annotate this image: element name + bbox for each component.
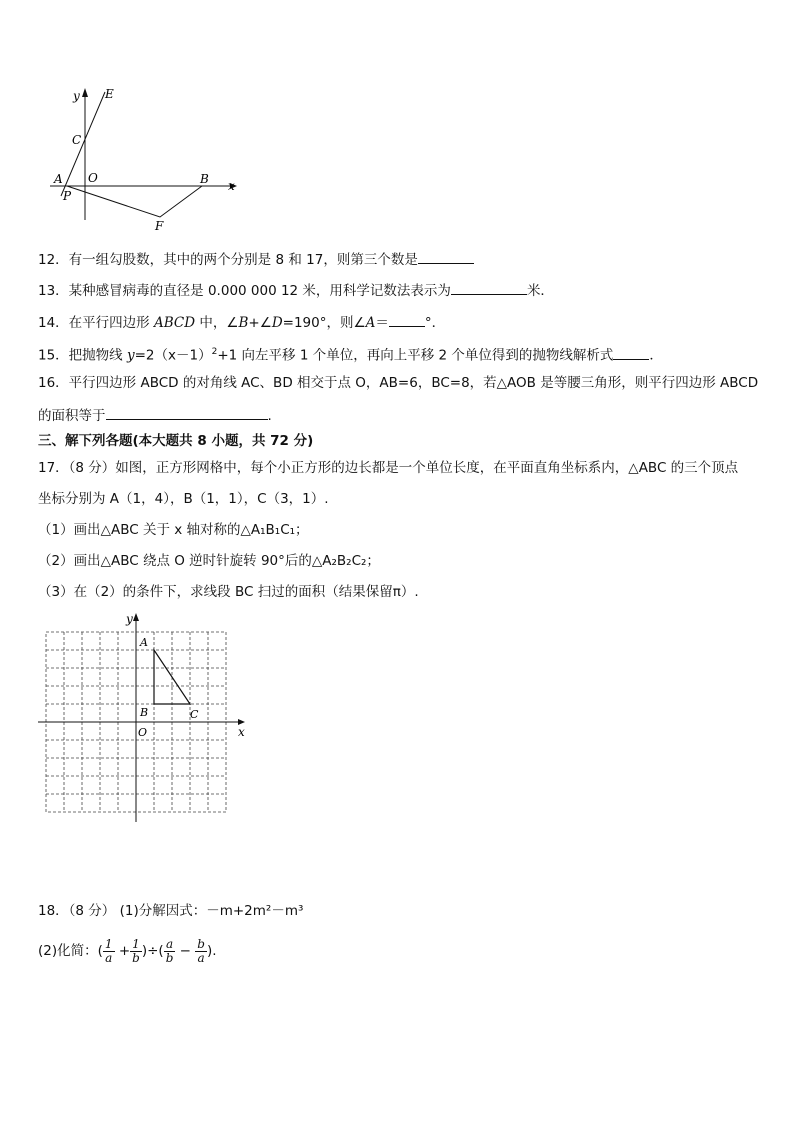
label-b: B: [200, 172, 209, 186]
question-14-text-e: ＝: [375, 315, 389, 331]
answer-blank-16[interactable]: [106, 405, 268, 420]
question-14-unit: °．: [424, 315, 446, 331]
answer-blank-13[interactable]: [451, 280, 527, 295]
grid-label-o: O: [138, 726, 148, 739]
divide-sign: )÷(: [141, 943, 164, 959]
answer-blank-14[interactable]: [389, 312, 425, 327]
fraction-b-over-a: [195, 938, 207, 965]
question-17-part-2: （2）画出△ABC 绕点 O 逆时针旋转 90°后的△A₂B₂C₂；: [38, 553, 380, 569]
question-14-b: B: [238, 315, 249, 331]
question-14: [38, 312, 445, 332]
grid-label-a: A: [140, 636, 148, 649]
fraction-2-num: 1: [130, 938, 142, 952]
fraction-a-over-b: [164, 938, 176, 965]
fraction-4-num: b: [197, 936, 205, 951]
broken-line-pfb: [67, 186, 202, 217]
fraction-1-over-a: [103, 938, 115, 965]
line-ae: [61, 92, 105, 196]
question-16-line-2: [38, 405, 272, 425]
minus-sign: −: [175, 943, 196, 959]
question-15-text-a: 15．把抛物线: [38, 347, 127, 364]
grid-y-axis-arrow: [133, 613, 139, 621]
label-c: C: [72, 133, 82, 147]
answer-blank-15[interactable]: [613, 345, 649, 360]
label-x: x: [228, 179, 235, 193]
question-16-end: .: [267, 408, 272, 424]
question-14-d: D: [271, 315, 283, 331]
label-a: A: [54, 172, 63, 186]
label-e: E: [105, 87, 114, 101]
fraction-1-over-b: [130, 938, 142, 965]
question-16-line-1: [38, 374, 758, 392]
question-14-text-a: 14．在平行四边形: [38, 315, 154, 331]
grid-label-c: C: [190, 708, 199, 721]
question-17-line-2: 坐标分别为 A（1，4），B（1，1），C（3，1）.: [38, 491, 329, 507]
question-18-part-2-label: (2)化简：(: [38, 943, 103, 959]
question-15-text-b: +1 向左平移 1 个单位，再向上平移 2 个单位得到的抛物线解析式: [217, 347, 614, 364]
label-f: F: [155, 219, 164, 233]
y-axis-arrow: [82, 88, 88, 97]
question-15-sup: 2: [211, 347, 218, 357]
question-14-text-c: +∠: [248, 315, 272, 331]
question-12: [38, 249, 474, 269]
closing-paren: ).: [206, 943, 217, 959]
question-13-text: 13．某种感冒病毒的直径是 0.000 000 12 米，用科学记数法表示为: [38, 283, 451, 299]
answer-blank-12[interactable]: [418, 249, 474, 264]
question-14-a: A: [365, 315, 376, 331]
figure-grid-triangle: [36, 612, 251, 824]
question-17-line-1: 17．（8 分）如图，正方形网格中，每个小正方形的边长都是一个单位长度，在平面直角坐标系内，△ABC 的三个顶点: [38, 460, 739, 476]
question-15-end: ．: [649, 347, 663, 364]
fraction-3-num: a: [164, 938, 176, 952]
question-13-unit: 米．: [526, 283, 554, 299]
question-18-part-2: [38, 934, 217, 968]
question-14-abcd: ABCD: [153, 315, 196, 331]
plus-sign: +: [114, 943, 131, 959]
grid-label-y: y: [126, 612, 133, 626]
figure-line-graph: [45, 82, 255, 242]
question-13: [38, 280, 554, 300]
fraction-3-den: b: [165, 950, 174, 965]
question-14-text-b: 中，∠: [195, 315, 239, 331]
fraction-4-den: a: [197, 950, 205, 965]
section-3-heading: 三、解下列各题(本大题共 8 小题，共 72 分): [38, 433, 314, 449]
question-16-text-2: 的面积等于: [38, 408, 106, 424]
fraction-1-den: a: [105, 950, 113, 965]
grid-label-b: B: [140, 706, 149, 719]
question-15: [38, 343, 663, 365]
question-14-text-d: =190°，则∠: [282, 315, 366, 331]
fraction-1-num: 1: [104, 936, 113, 951]
question-17-part-1: （1）画出△ABC 关于 x 轴对称的△A₁B₁C₁；: [38, 522, 309, 538]
question-15-expr: =2（x－1）: [134, 347, 212, 364]
grid-label-x: x: [238, 725, 245, 739]
label-p: P: [63, 189, 72, 203]
question-18-line-1: 18．（8 分） (1)分解因式：－m+2m²－m³: [38, 903, 304, 919]
label-o: O: [88, 171, 98, 185]
label-y: y: [73, 89, 80, 103]
fraction-2-den: b: [132, 950, 140, 965]
question-17-part-3: （3）在（2）的条件下，求线段 BC 扫过的面积（结果保留π）.: [38, 584, 419, 600]
question-15-y: y: [126, 347, 135, 364]
question-12-text: 12．有一组勾股数，其中的两个分别是 8 和 17，则第三个数是: [38, 252, 418, 268]
question-16-text-1: 16．平行四边形 ABCD 的对角线 AC、BD 相交于点 O，AB=6，BC=8，若△AOB 是等腰三角形，则平行四边形 ABCD: [38, 375, 759, 391]
